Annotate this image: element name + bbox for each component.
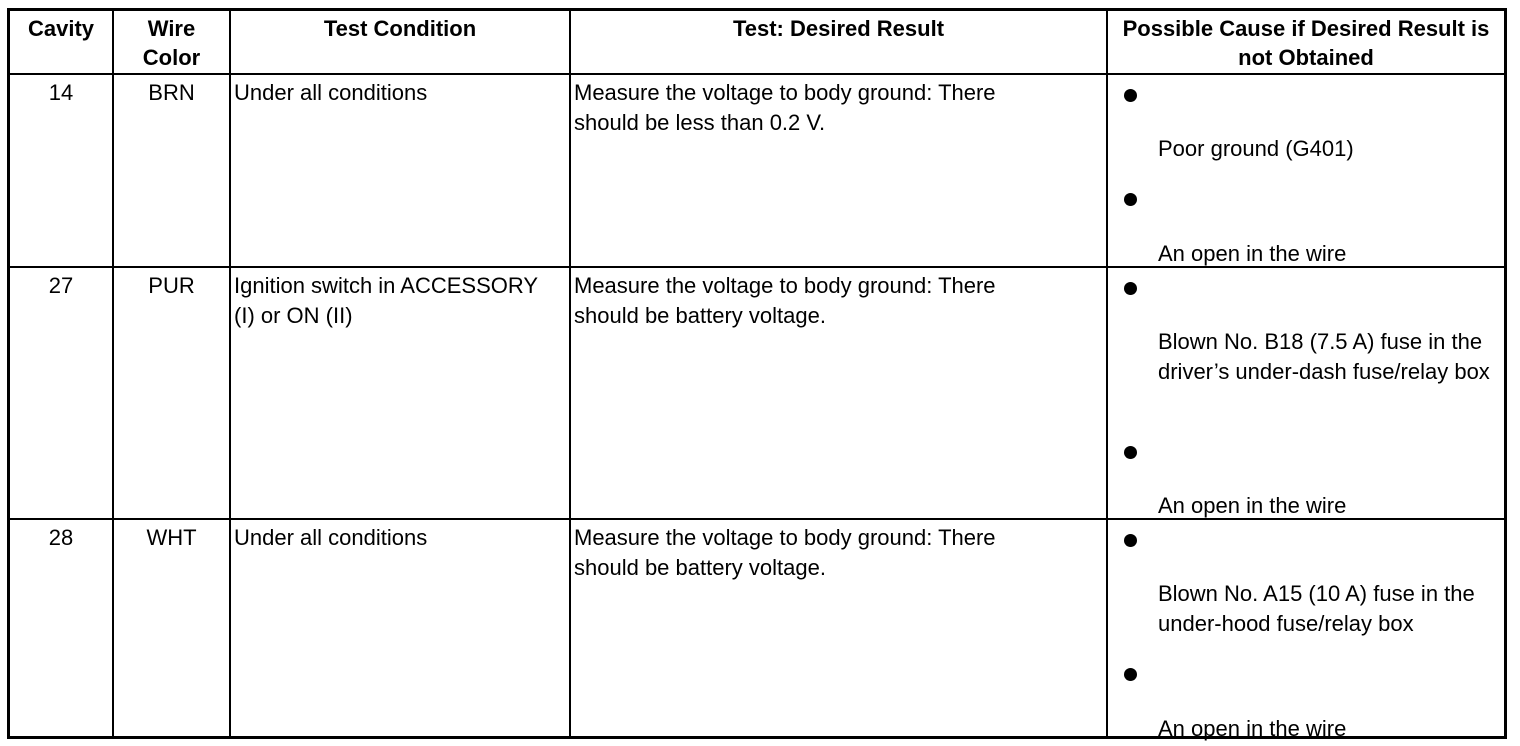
- header-test-condition: Test Condition: [323, 16, 477, 41]
- bullet-icon: [1124, 446, 1137, 459]
- header-desired-result: Test: Desired Result: [732, 16, 945, 41]
- cavity-cell: 28: [48, 525, 74, 550]
- cause-text: Blown No. B18 (7.5 A) fuse in the driver’s under-dash fuse/relay box: [1158, 329, 1490, 384]
- table-row: [10, 520, 1504, 741]
- bullet-icon: [1124, 534, 1137, 547]
- bullet-icon: [1124, 193, 1137, 206]
- table-row: [10, 75, 1504, 266]
- possible-cause-cell: [1108, 75, 1504, 266]
- cause-text: An open in the wire: [1158, 493, 1347, 518]
- cavity-cell: 14: [48, 80, 74, 105]
- wire-color-cell: BRN: [148, 80, 195, 105]
- wire-color-cell: WHT: [146, 525, 197, 550]
- possible-cause-cell: [1108, 268, 1504, 518]
- bullet-icon: [1124, 282, 1137, 295]
- header-cavity: Cavity: [27, 16, 95, 41]
- bullet-icon: [1124, 89, 1137, 102]
- cause-text: Blown No. A15 (10 A) fuse in the under-hood fuse/relay box: [1158, 581, 1475, 636]
- desired-result-cell: Measure the voltage to body ground: There should be battery voltage.: [574, 273, 996, 328]
- cavity-cell: 27: [48, 273, 74, 298]
- wire-color-cell: PUR: [148, 273, 195, 298]
- cause-text: Poor ground (G401): [1158, 136, 1354, 161]
- table-row: [10, 268, 1504, 518]
- test-condition-cell: Under all conditions: [234, 80, 428, 105]
- cause-text: An open in the wire: [1158, 716, 1347, 741]
- table-header-row: [10, 11, 1504, 73]
- cause-text: An open in the wire: [1158, 241, 1347, 266]
- desired-result-cell: Measure the voltage to body ground: There should be less than 0.2 V.: [574, 80, 996, 135]
- possible-cause-cell: [1108, 520, 1504, 741]
- desired-result-cell: Measure the voltage to body ground: There should be battery voltage.: [574, 525, 996, 580]
- header-possible-cause: Possible Cause if Desired Result is not Obtained: [1122, 16, 1490, 70]
- bullet-icon: [1124, 668, 1137, 681]
- test-condition-cell: Under all conditions: [234, 525, 428, 550]
- diagnostic-table: [7, 8, 1507, 739]
- header-wire-color: Wire Color: [142, 16, 201, 70]
- test-condition-cell: Ignition switch in ACCESSORY (I) or ON (II): [234, 273, 538, 328]
